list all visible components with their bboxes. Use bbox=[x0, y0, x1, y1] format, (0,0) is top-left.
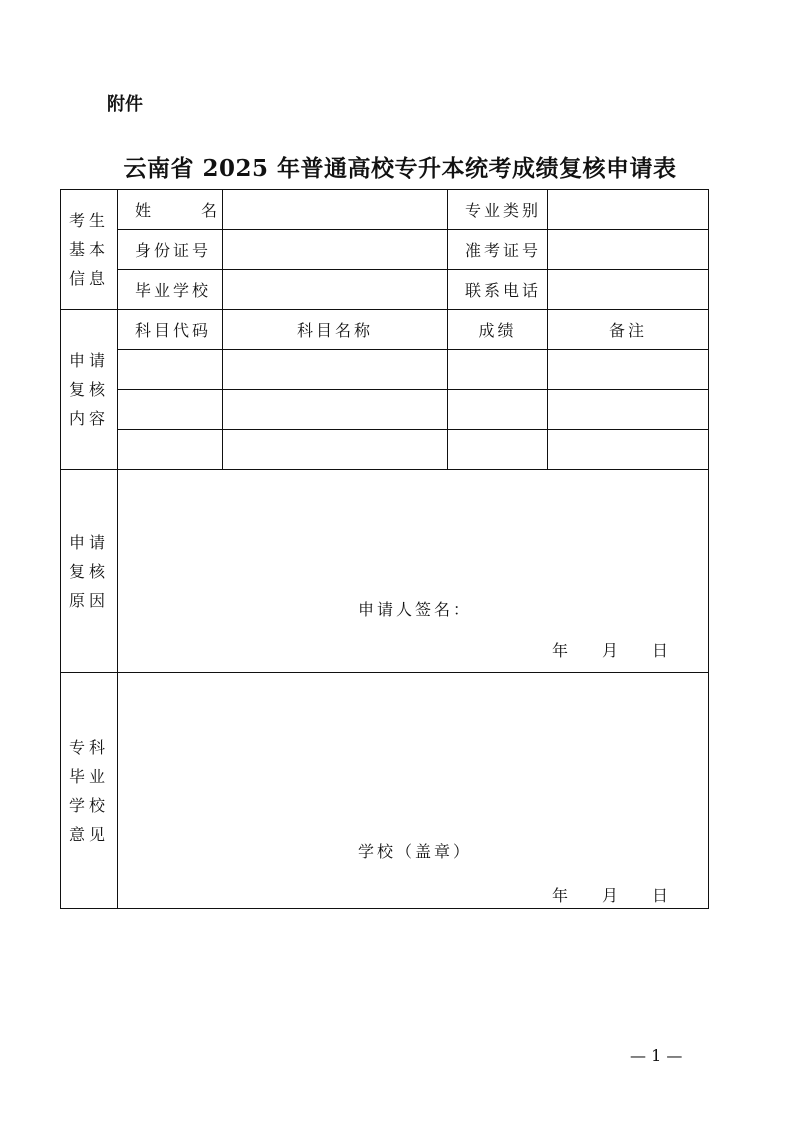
graduate-school-field[interactable] bbox=[223, 270, 448, 310]
id-number-label: 身份证号 bbox=[118, 230, 223, 270]
name-label-char: 姓 bbox=[135, 201, 152, 220]
basic-info-section-label bbox=[61, 190, 118, 310]
score-header: 成绩 bbox=[448, 310, 548, 350]
application-form-table bbox=[60, 189, 709, 909]
review-reason-section-label bbox=[61, 470, 118, 673]
page-number: — 1 — bbox=[630, 1046, 683, 1065]
id-number-field[interactable] bbox=[223, 230, 448, 270]
section-line: 复核 bbox=[68, 561, 109, 581]
school-opinion-section-label bbox=[61, 673, 118, 909]
subject-name-cell[interactable] bbox=[223, 350, 448, 390]
date-year: 年 bbox=[552, 886, 569, 905]
section-line: 基本 bbox=[68, 240, 109, 259]
date-month: 月 bbox=[602, 886, 619, 905]
score-cell[interactable] bbox=[448, 390, 548, 430]
date-year: 年 bbox=[552, 641, 569, 660]
section-line: 申请 bbox=[68, 351, 109, 370]
section-line: 申请 bbox=[68, 532, 109, 552]
date-day: 日 bbox=[652, 641, 669, 660]
exam-number-field[interactable] bbox=[548, 230, 709, 270]
subject-name-cell[interactable] bbox=[223, 390, 448, 430]
subject-code-cell[interactable] bbox=[118, 430, 223, 470]
review-reason-field[interactable] bbox=[118, 470, 709, 673]
review-content-section-label bbox=[61, 310, 118, 470]
subject-code-cell[interactable] bbox=[118, 350, 223, 390]
exam-number-label: 准考证号 bbox=[448, 230, 548, 270]
section-line: 复核 bbox=[68, 380, 109, 399]
major-label: 专业类别 bbox=[448, 190, 548, 230]
phone-field[interactable] bbox=[548, 270, 709, 310]
subject-name-cell[interactable] bbox=[223, 430, 448, 470]
remarks-cell[interactable] bbox=[548, 430, 709, 470]
remarks-cell[interactable] bbox=[548, 390, 709, 430]
attachment-label: 附件 bbox=[107, 94, 143, 115]
name-label bbox=[118, 190, 223, 230]
form-title: 云南省 2025 年普通高校专升本统考成绩复核申请表 bbox=[123, 155, 677, 182]
applicant-signature-label: 申请人签名： bbox=[358, 600, 473, 619]
section-line: 考生 bbox=[68, 211, 109, 230]
remarks-header: 备注 bbox=[548, 310, 709, 350]
phone-label: 联系电话 bbox=[448, 270, 548, 310]
date-month: 月 bbox=[602, 641, 619, 660]
section-line: 信息 bbox=[68, 269, 109, 288]
signature-date bbox=[552, 638, 668, 661]
subject-code-header: 科目代码 bbox=[118, 310, 223, 350]
name-field[interactable] bbox=[223, 190, 448, 230]
score-cell[interactable] bbox=[448, 350, 548, 390]
school-seal-label: 学校（盖章） bbox=[358, 842, 473, 861]
remarks-cell[interactable] bbox=[548, 350, 709, 390]
section-line: 意见 bbox=[68, 824, 109, 844]
score-cell[interactable] bbox=[448, 430, 548, 470]
section-line: 学校 bbox=[68, 795, 109, 815]
graduate-school-label: 毕业学校 bbox=[118, 270, 223, 310]
seal-date bbox=[552, 883, 668, 906]
school-opinion-field[interactable] bbox=[118, 673, 709, 909]
date-day: 日 bbox=[652, 886, 669, 905]
section-line: 专科 bbox=[68, 737, 109, 757]
section-line: 毕业 bbox=[68, 766, 109, 786]
section-line: 原因 bbox=[68, 590, 109, 610]
subject-code-cell[interactable] bbox=[118, 390, 223, 430]
name-label-char: 名 bbox=[201, 201, 218, 220]
major-field[interactable] bbox=[548, 190, 709, 230]
subject-name-header: 科目名称 bbox=[223, 310, 448, 350]
section-line: 内容 bbox=[68, 409, 109, 428]
